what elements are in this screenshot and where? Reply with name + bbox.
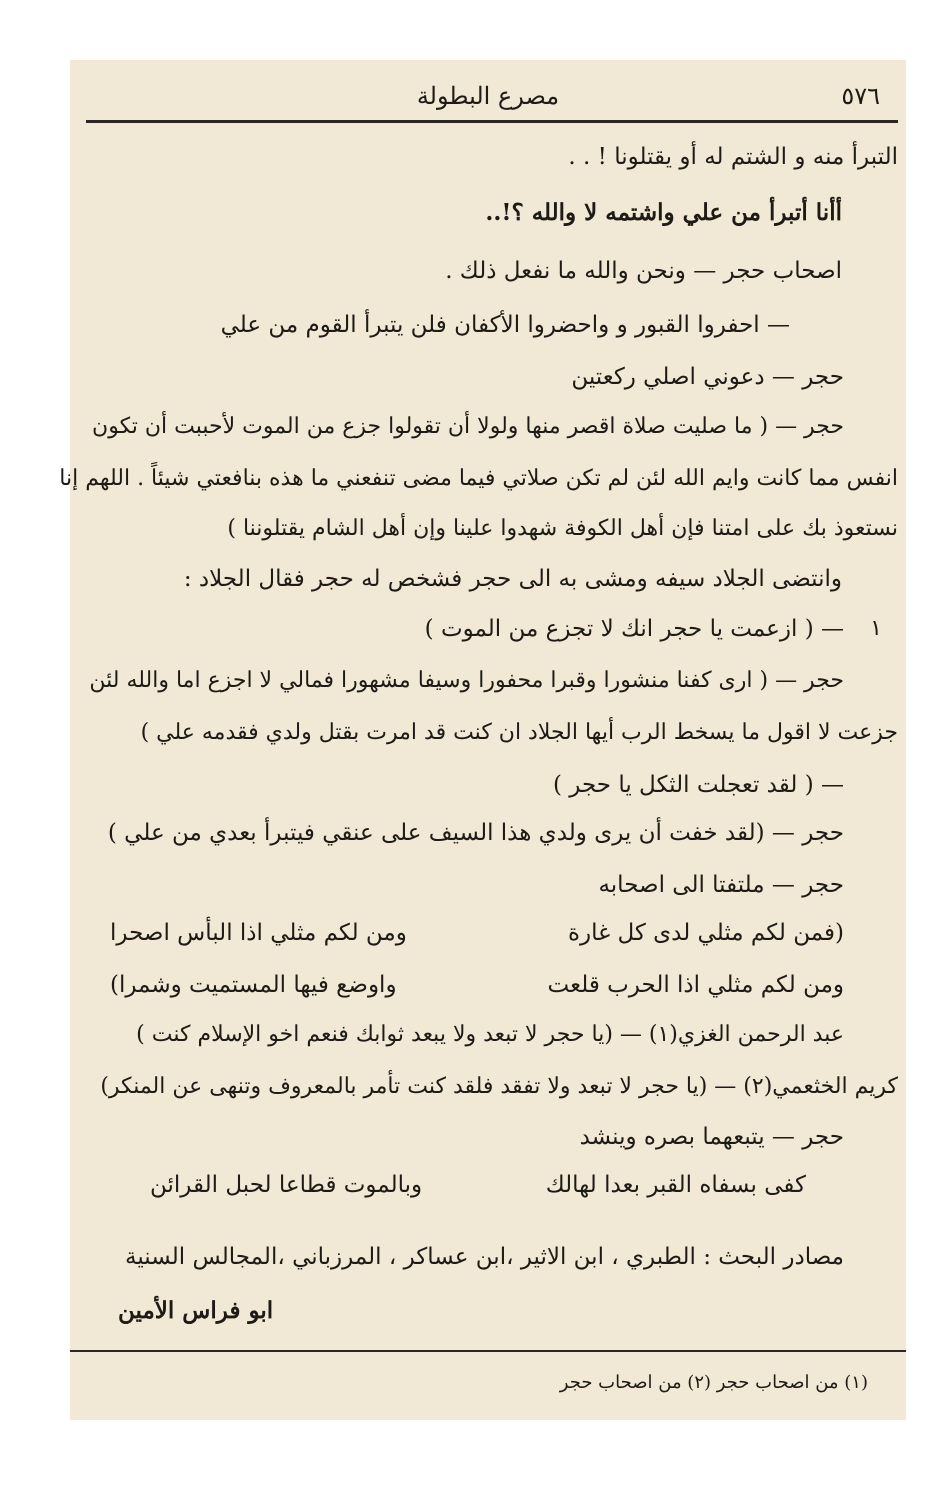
page-number: ٥٧٦ bbox=[841, 82, 880, 110]
text-line: حجر — ملتفتا الى اصحابه bbox=[598, 872, 844, 898]
book-page bbox=[59, 60, 906, 1420]
text-line: جزعت لا اقول ما يسخط الرب أيها الجلاد ان كنت قد امرت بقتل ولدي فقدمه علي ) bbox=[140, 720, 898, 745]
signature: ابو فراس الأمين bbox=[118, 1297, 274, 1324]
verse-second-hemistich: واوضع فيها المستميت وشمرا) bbox=[110, 972, 397, 998]
verse-second-hemistich: ومن لكم مثلي اذا البأس اصحرا bbox=[110, 920, 407, 946]
text-line: نستعوذ بك على امتنا فإن أهل الكوفة شهدوا علينا وإن أهل الشام يقتلوننا ) bbox=[227, 516, 898, 541]
header-rule bbox=[86, 120, 898, 123]
margin-number: ١ bbox=[870, 616, 882, 641]
text-line: حجر — دعوني اصلي ركعتين bbox=[571, 364, 844, 390]
text-line: عبد الرحمن الغزي(١) — (يا حجر لا تبعد ولا يبعد ثوابك فنعم اخو الإسلام كنت ) bbox=[136, 1022, 844, 1047]
text-line: التبرأ منه و الشتم له أو يقتلونا ! . . bbox=[568, 144, 898, 170]
text-line: حجر — ( ارى كفنا منشورا وقبرا محفورا وسيفا مشهورا فمالي لا اجزع اما والله لئن bbox=[89, 668, 844, 693]
text-line: وانتضى الجلاد سيفه ومشى به الى حجر فشخص له حجر فقال الجلاد : bbox=[183, 566, 842, 592]
verse-first-hemistich: (فمن لكم مثلي لدى كل غارة bbox=[567, 920, 844, 946]
text-line: كريم الخثعمي(٢) — (يا حجر لا تبعد ولا تفقد فلقد كنت تأمر بالمعروف وتنهى عن المنكر) bbox=[100, 1074, 898, 1099]
footnotes: (١) من اصحاب حجر (٢) من اصحاب حجر bbox=[559, 1372, 868, 1393]
running-title: مصرع البطولة bbox=[416, 82, 560, 110]
text-line: — ( لقد تعجلت الثكل يا حجر ) bbox=[552, 772, 844, 798]
footnote-rule bbox=[70, 1350, 906, 1352]
text-line: أأنا أتبرأ من علي واشتمه لا والله ؟!.. bbox=[485, 199, 842, 226]
verse-second-hemistich: وبالموت قطاعا لحبل القرائن bbox=[150, 1172, 423, 1198]
page-header bbox=[86, 78, 890, 118]
text-line: — ( ازعمت يا حجر انك لا تجزع من الموت ) bbox=[424, 616, 844, 642]
verse-first-hemistich: ومن لكم مثلي اذا الحرب قلعت bbox=[547, 972, 844, 998]
text-line: حجر — (لقد خفت أن يرى ولدي هذا السيف على عنقي فيتبرأ بعدي من علي ) bbox=[107, 820, 844, 846]
text-line: حجر — ( ما صليت صلاة اقصر منها ولولا أن تقولوا جزع من الموت لأحببت أن تكون bbox=[92, 414, 844, 439]
text-line: اصحاب حجر — ونحن والله ما نفعل ذلك . bbox=[445, 258, 842, 284]
sources-line: مصادر البحث : الطبري ، ابن الاثير ،ابن عساكر ، المرزباني ،المجالس السنية bbox=[125, 1244, 844, 1270]
verse-first-hemistich: كفى بسفاه القبر بعدا لهالك bbox=[545, 1172, 806, 1198]
text-line: — احفروا القبور و واحضروا الأكفان فلن يتبرأ القوم من علي bbox=[220, 312, 790, 338]
text-line: انفس مما كانت وايم الله لئن لم تكن صلاتي فيما مضى تنفعني ما هذه بنافعتي شيئاً . اللهم إنا bbox=[59, 466, 898, 491]
text-line: حجر — يتبعهما بصره وينشد bbox=[579, 1124, 844, 1150]
